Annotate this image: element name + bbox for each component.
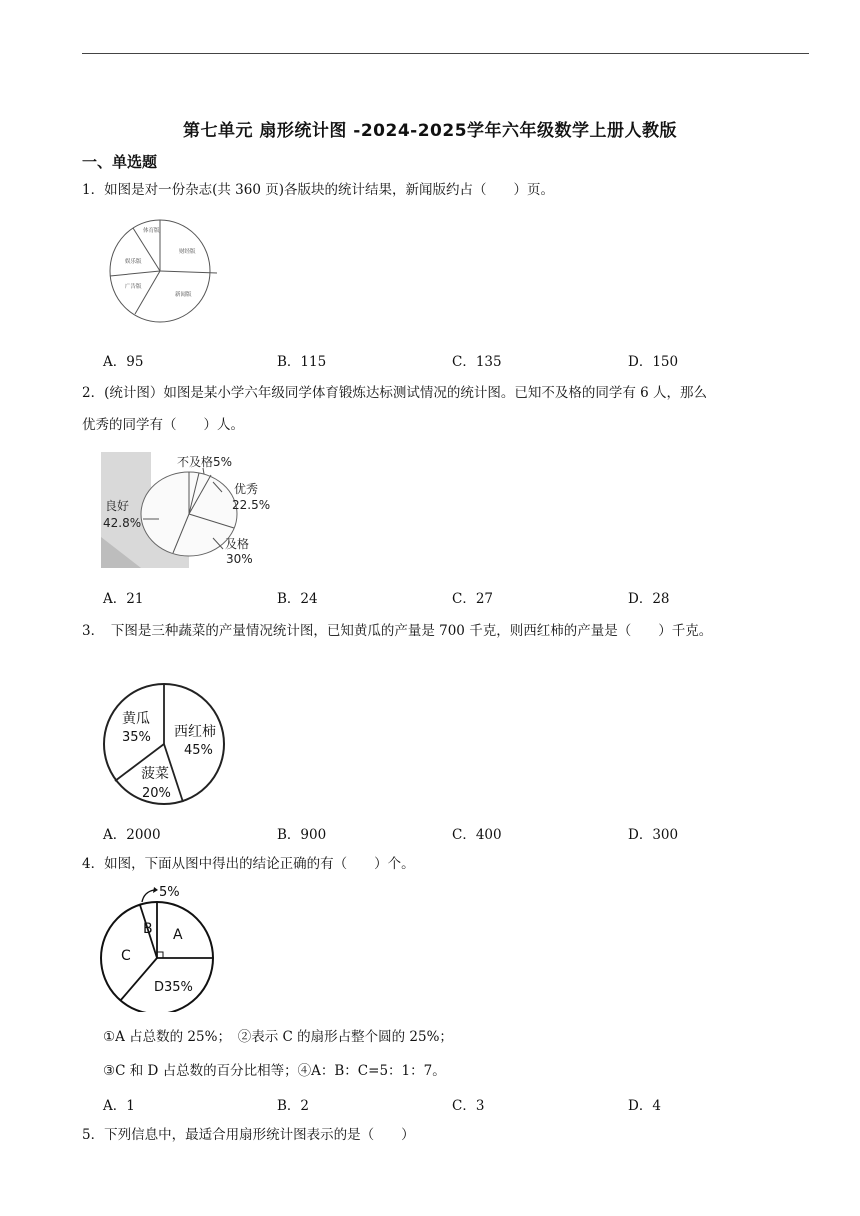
question-2-line-2: 优秀的同学有（ ）人。 — [82, 417, 244, 433]
q1-option-d[interactable]: D．150 — [628, 354, 679, 370]
q2-option-c[interactable]: C．27 — [452, 591, 494, 607]
q1-option-b[interactable]: B．115 — [277, 354, 327, 370]
q4-label-d: D35% — [154, 980, 193, 995]
q2-label-good: 良好 — [105, 499, 130, 513]
q4-statement-2: ③C 和 D 占总数的百分比相等；④A：B：C=5：1：7。 — [103, 1063, 446, 1079]
q1-option-a[interactable]: A．95 — [103, 354, 144, 370]
page-title: 第七单元 扇形统计图 -2024-2025学年六年级数学上册人教版 — [182, 121, 678, 141]
q2-label-excellent-pct: 22.5% — [232, 498, 271, 512]
q2-option-b[interactable]: B．24 — [277, 591, 318, 607]
q3-label-tomato: 西红柿 — [174, 724, 216, 740]
q4-pie-chart — [98, 882, 218, 1012]
q1-pie-chart — [105, 218, 220, 328]
q4-option-b[interactable]: B．2 — [277, 1098, 310, 1114]
q1-label-finance: 财经版 — [179, 249, 196, 255]
q2-label-pass-pct: 30% — [226, 552, 253, 566]
q2-label-excellent: 优秀 — [234, 482, 259, 496]
q2-option-d[interactable]: D．28 — [628, 591, 670, 607]
q1-option-c[interactable]: C．135 — [452, 354, 502, 370]
q4-label-c: C — [121, 948, 131, 964]
q4-option-d[interactable]: D．4 — [628, 1098, 661, 1114]
q4-option-a[interactable]: A．1 — [103, 1098, 135, 1114]
question-1-text: 1．如图是对一份杂志(共 360 页)各版块的统计结果，新闻版约占（ ）页。 — [82, 182, 554, 198]
q4-statement-1: ①A 占总数的 25%； ②表示 C 的扇形占整个圆的 25%； — [103, 1029, 453, 1045]
q3-label-cucumber-pct: 35% — [122, 730, 151, 745]
q2-label-pass: 及格 — [225, 537, 250, 551]
q1-label-ads: 广告版 — [125, 284, 142, 290]
q1-label-news: 新闻版 — [175, 292, 192, 298]
q4-label-b: B — [143, 921, 153, 937]
q3-label-cucumber: 黄瓜 — [122, 711, 150, 727]
q4-option-c[interactable]: C．3 — [452, 1098, 485, 1114]
section-heading: 一、单选题 — [82, 153, 158, 171]
question-2-line-1: 2．(统计图）如图是某小学六年级同学体育锻炼达标测试情况的统计图。已知不及格的同学有 6 人，那么 — [82, 385, 708, 401]
question-5-text: 5．下列信息中，最适合用扇形统计图表示的是（ ） — [82, 1127, 415, 1143]
q4-label-a: A — [173, 927, 183, 943]
q3-label-spinach: 菠菜 — [141, 766, 169, 782]
q4-label-five-pct: 5% — [159, 885, 180, 900]
q1-label-entertainment: 娱乐版 — [125, 259, 142, 265]
q1-label-sports: 体育版 — [143, 228, 160, 234]
q2-label-fail: 不及格5% — [177, 455, 233, 469]
header-rule — [82, 53, 809, 54]
q3-label-tomato-pct: 45% — [184, 743, 213, 758]
q3-option-a[interactable]: A．2000 — [103, 827, 161, 843]
q2-option-a[interactable]: A．21 — [103, 591, 144, 607]
q3-label-spinach-pct: 20% — [142, 786, 171, 801]
question-3-text: 3． 下图是三种蔬菜的产量情况统计图，已知黄瓜的产量是 700 千克，则西红柿的产量是（ ）千克。 — [82, 623, 713, 639]
q3-option-d[interactable]: D．300 — [628, 827, 679, 843]
q3-option-c[interactable]: C．400 — [452, 827, 502, 843]
q3-option-b[interactable]: B．900 — [277, 827, 327, 843]
q2-pie-chart — [101, 452, 271, 568]
question-4-text: 4．如图，下面从图中得出的结论正确的有（ ）个。 — [82, 856, 415, 872]
q2-label-good-pct: 42.8% — [103, 516, 142, 530]
q3-pie-chart — [101, 680, 229, 810]
